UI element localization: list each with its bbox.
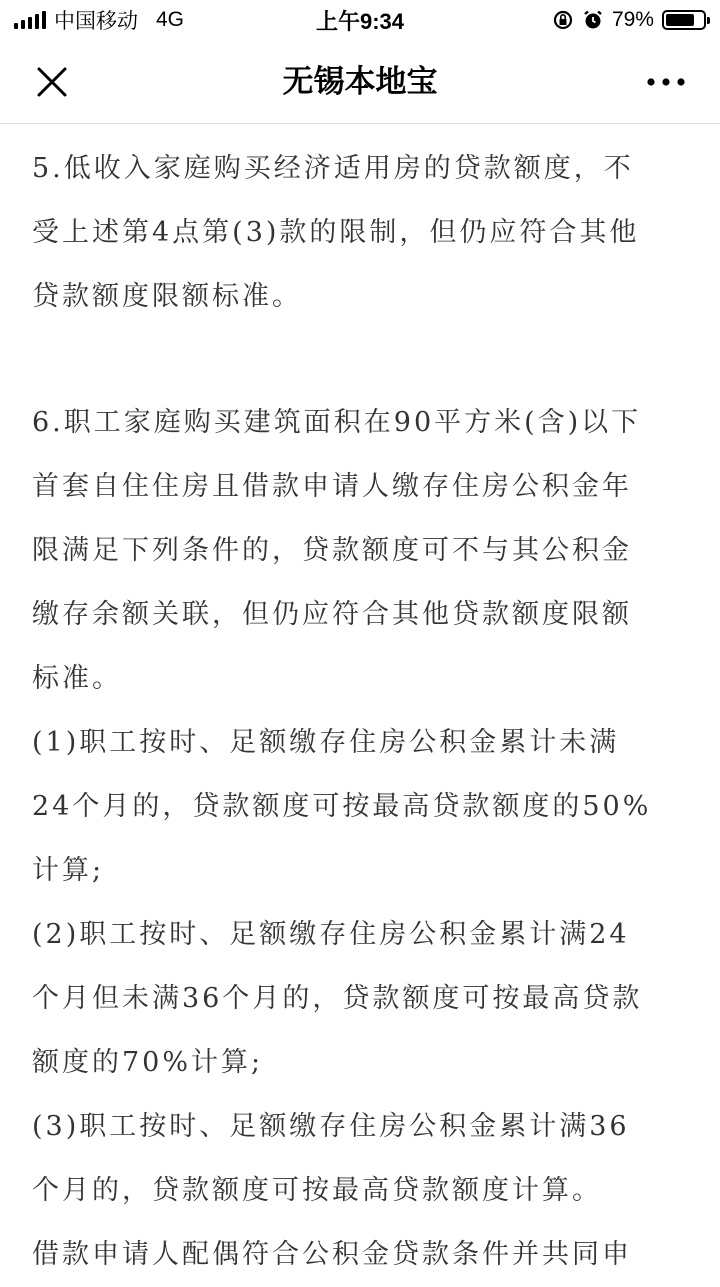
text-line: 受上述第4点第(3)款的限制，但仍应符合其他 <box>32 217 640 248</box>
text-line: 首套自住住房且借款申请人缴存住房公积金年 <box>32 471 632 502</box>
page-title: 无锡本地宝 <box>282 64 438 100</box>
paragraph-6 <box>32 391 692 711</box>
list-item-3 <box>32 1095 692 1223</box>
article-content <box>32 137 692 1287</box>
list-item-1 <box>32 711 692 903</box>
text-line: 贷款额度限额标准。 <box>32 281 302 312</box>
text-line: 额度的70%计算; <box>32 1047 264 1078</box>
text-line: 个月的，贷款额度可按最高贷款额度计算。 <box>32 1175 602 1206</box>
paragraph-spacer <box>32 329 692 391</box>
text-line: (2)职工按时、足额缴存住房公积金累计满24 <box>32 919 630 950</box>
status-bar <box>0 0 720 40</box>
rotation-lock-icon <box>552 9 574 31</box>
text-line: 限满足下列条件的，贷款额度可不与其公积金 <box>32 535 632 566</box>
text-line: (3)职工按时、足额缴存住房公积金累计满36 <box>32 1111 630 1142</box>
text-line: 5.低收入家庭购买经济适用房的贷款额度，不 <box>32 153 634 184</box>
status-time: 上午9:34 <box>315 8 405 34</box>
network-label: 4G <box>156 8 185 31</box>
status-left <box>14 5 254 35</box>
nav-bar <box>0 40 720 124</box>
signal-icon <box>14 11 46 29</box>
more-button[interactable] <box>638 58 694 106</box>
battery-percent: 79% <box>611 8 654 31</box>
list-item-2 <box>32 903 692 1095</box>
text-line: 6.职工家庭购买建筑面积在90平方米(含)以下 <box>32 407 642 438</box>
battery-icon <box>662 10 706 30</box>
text-line: 缴存余额关联，但仍应符合其他贷款额度限额 <box>32 599 632 630</box>
carrier-label: 中国移动 <box>54 10 138 33</box>
more-icon <box>646 77 686 87</box>
text-line: 借款申请人配偶符合公积金贷款条件并共同申 <box>32 1239 632 1270</box>
text-line: 计算; <box>32 855 105 886</box>
text-line: 个月但未满36个月的，贷款额度可按最高贷款 <box>32 983 643 1014</box>
text-line: 标准。 <box>32 663 122 694</box>
text-line: (1)职工按时、足额缴存住房公积金累计未满 <box>32 727 620 758</box>
text-line: 24个月的，贷款额度可按最高贷款额度的50% <box>32 791 652 822</box>
paragraph-5 <box>32 137 692 329</box>
battery-fill <box>666 14 694 26</box>
status-right <box>466 8 706 32</box>
alarm-icon <box>582 9 604 31</box>
